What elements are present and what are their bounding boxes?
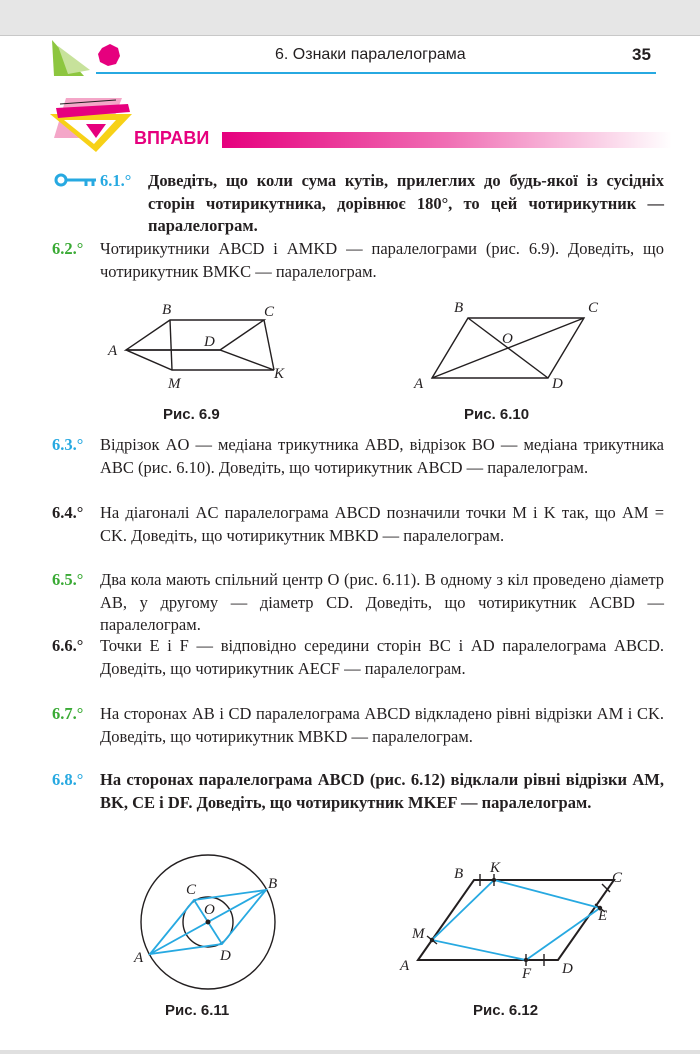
figure-caption-6-12: Рис. 6.12 <box>473 1002 539 1019</box>
fig610-label-b: B <box>454 300 464 316</box>
exercise-6-8 <box>52 769 664 814</box>
fig611-label-c: C <box>186 882 197 898</box>
exercise-number: 6.4.° <box>52 503 84 522</box>
exercise-number: 6.2.° <box>52 239 84 258</box>
exercise-text: Відрізок AO — медіана трикутника ABD, відрізок BO — медіана трикутника ABC (рис. 6.10). Доведіть, що чотирикутник ABCD — паралелограм. <box>100 435 664 477</box>
exercise-number: 6.5.° <box>52 570 84 589</box>
exercise-text: На діагоналі AC паралелограма ABCD позначили точки M і K так, що AM = CK. Доведіть, що чотирикутник MBKD — паралелограм. <box>100 503 664 545</box>
figure-caption-6-9: Рис. 6.9 <box>163 406 220 423</box>
exercise-6-2 <box>52 238 664 283</box>
fig612-label-d: D <box>562 961 573 977</box>
exercise-text: На сторонах AB і CD паралелограма ABCD відкладено рівні відрізки AM і CK. Доведіть, що чотирикутник MBKD — паралелограм. <box>100 704 664 746</box>
header-rule <box>96 72 656 74</box>
fig611-label-a: A <box>134 950 144 966</box>
fig611-label-o: O <box>204 902 215 918</box>
exercise-number: 6.8.° <box>52 770 84 789</box>
fig69-label-c: C <box>264 304 275 320</box>
exercise-number: 6.3.° <box>52 435 84 454</box>
exercise-text: Два кола мають спільний центр O (рис. 6.11). В одному з кіл проведено діаметр AB, у другому — діаметр CD. Доведіть, що чотирикутник ACBD — паралелограм. <box>100 570 664 634</box>
figure-6-11 <box>126 852 296 992</box>
figure-caption-6-10: Рис. 6.10 <box>464 406 530 423</box>
exercise-6-6 <box>52 635 664 680</box>
fig69-label-m: M <box>168 376 181 392</box>
ruler-triangle-icon <box>46 94 136 158</box>
top-bar <box>0 0 700 36</box>
fig611-label-b: B <box>268 876 278 892</box>
fig612-label-b: B <box>454 866 464 882</box>
fig612-label-a: A <box>400 958 410 974</box>
exercise-6-7 <box>52 703 664 748</box>
fig612-label-k: K <box>490 860 501 876</box>
fig69-label-b: B <box>162 302 172 318</box>
exercise-number: 6.6.° <box>52 636 84 655</box>
figure-6-10 <box>408 296 608 396</box>
fig612-label-c: C <box>612 870 623 886</box>
fig69-label-a: A <box>108 343 118 359</box>
running-header-title: 6. Ознаки паралелограма <box>275 46 466 63</box>
exercise-text: Чотирикутники ABCD і AMKD — паралелограми (рис. 6.9). Доведіть, що чотирикутник BMKC — паралелограм. <box>100 239 664 281</box>
exercise-6-4 <box>52 502 664 547</box>
figure-6-9 <box>100 298 310 398</box>
fig610-label-d: D <box>552 376 563 392</box>
section-header-bar <box>222 132 672 148</box>
exercise-6-1 <box>52 170 664 238</box>
fig612-label-e: E <box>598 908 608 924</box>
exercise-text: На сторонах паралелограма ABCD (рис. 6.12) відклали рівні відрізки AM, BK, CE і DF. Доведіть, що чотирикутник MKEF — паралелограм. <box>100 770 664 812</box>
page-corner-decoration-icon <box>44 36 122 84</box>
exercise-number: 6.7.° <box>52 704 84 723</box>
fig610-label-a: A <box>414 376 424 392</box>
fig610-label-c: C <box>588 300 599 316</box>
fig69-label-k: K <box>274 366 285 382</box>
fig69-label-d: D <box>204 334 215 350</box>
exercise-number: 6.1.° <box>100 171 132 190</box>
exercise-text: Доведіть, що коли сума кутів, прилеглих до будь-якої із сусідніх сторін чотирикутника, дорівнює 180°, то цей чотирикутник — паралелограм. <box>148 171 664 235</box>
exercise-6-3 <box>52 434 664 479</box>
exercise-text: Точки E і F — відповідно середини сторін BC і AD паралелограма ABCD. Доведіть, що чотирикутник AECF — паралелограм. <box>100 636 664 678</box>
figure-caption-6-11: Рис. 6.11 <box>165 1002 230 1019</box>
exercise-6-5 <box>52 569 664 637</box>
section-title: ВПРАВИ <box>134 128 210 148</box>
bottom-bar <box>0 1050 700 1054</box>
fig612-label-f: F <box>522 966 532 982</box>
figure-6-12 <box>396 856 636 986</box>
fig610-label-o: O <box>502 331 513 347</box>
page-number: 35 <box>632 45 651 64</box>
fig611-label-d: D <box>220 948 231 964</box>
fig612-label-m: M <box>412 926 425 942</box>
